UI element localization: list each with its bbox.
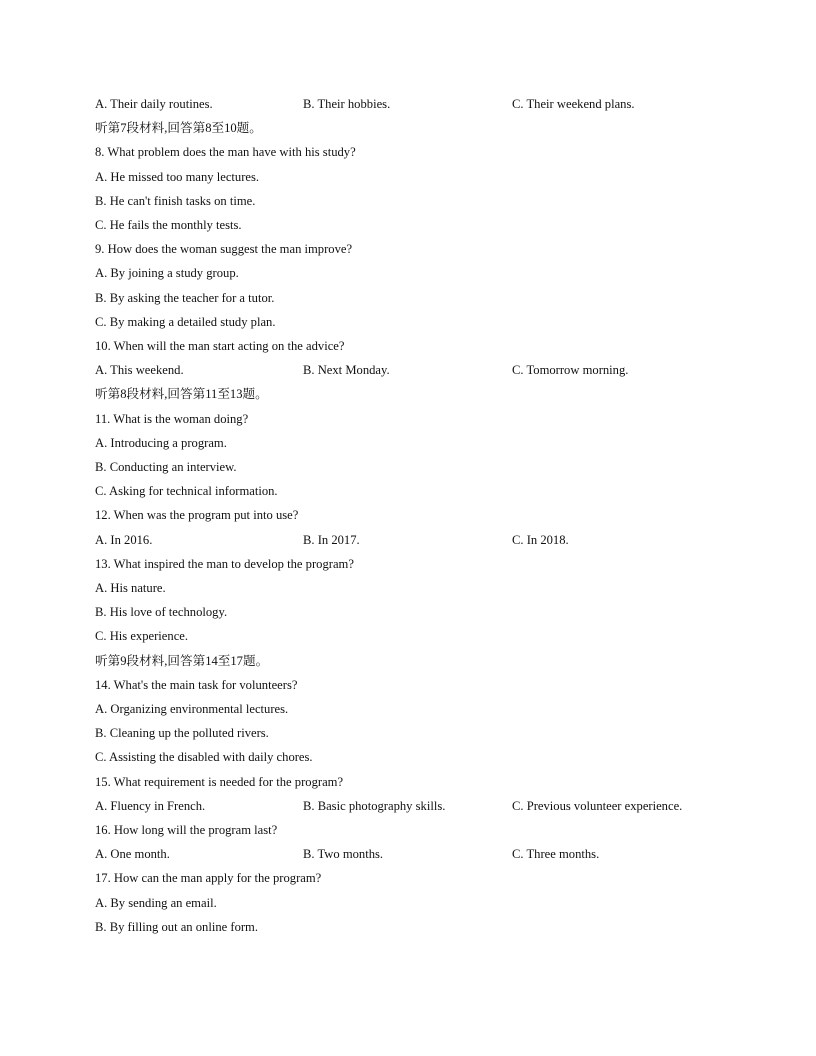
option-a: A. Their daily routines. — [95, 97, 213, 111]
option-c: C. In 2018. — [512, 532, 569, 547]
option-b: B. In 2017. — [303, 532, 360, 547]
option-text: B. He can't finish tasks on time. — [95, 193, 256, 208]
option-text: C. He fails the monthly tests. — [95, 218, 242, 232]
option-a: A. This weekend. — [95, 363, 184, 378]
option-c: C. Their weekend plans. — [512, 97, 635, 111]
question-text: 12. When was the program put into use? — [95, 508, 299, 523]
option-c: C. Previous volunteer experience. — [512, 798, 683, 813]
option-text: A. He missed too many lectures. — [95, 169, 260, 184]
question-text: 13. What inspired the man to develop the program? — [95, 556, 354, 571]
question-text: 10. When will the man start acting on the advice? — [95, 339, 345, 353]
question-text: 14. What's the main task for volunteers? — [95, 677, 298, 692]
option-text: B. Conducting an interview. — [95, 460, 237, 474]
option-text: C. Asking for technical information. — [95, 484, 278, 499]
option-text: C. Assisting the disabled with daily chores. — [95, 750, 313, 765]
option-a: A. One month. — [95, 847, 170, 862]
question-text: 16. How long will the program last? — [95, 823, 278, 837]
question-text: 15. What requirement is needed for the program? — [95, 774, 344, 789]
section-heading: 听第8段材料,回答第11至13题。 — [95, 387, 268, 402]
option-b: B. Their hobbies. — [303, 97, 391, 111]
option-b: B. Two months. — [303, 847, 384, 862]
option-text: B. By filling out an online form. — [95, 919, 259, 934]
option-a: A. In 2016. — [95, 532, 153, 547]
option-b: B. Basic photography skills. — [303, 798, 446, 813]
option-text: A. Organizing environmental lectures. — [95, 702, 289, 716]
question-text: 8. What problem does the man have with his study? — [95, 145, 356, 160]
option-text: C. His experience. — [95, 629, 189, 644]
option-text: B. His love of technology. — [95, 605, 228, 620]
option-text: B. Cleaning up the polluted rivers. — [95, 726, 269, 741]
question-text: 17. How can the man apply for the program? — [95, 871, 322, 886]
option-c: C. Three months. — [512, 847, 600, 862]
option-text: A. His nature. — [95, 581, 166, 595]
option-text: A. By sending an email. — [95, 895, 217, 910]
question-text: 9. How does the woman suggest the man improve? — [95, 242, 353, 257]
section-heading: 听第9段材料,回答第14至17题。 — [95, 653, 269, 668]
option-c: C. Tomorrow morning. — [512, 363, 629, 378]
option-text: C. By making a detailed study plan. — [95, 314, 276, 329]
question-text: 11. What is the woman doing? — [95, 411, 249, 426]
section-heading: 听第7段材料,回答第8至10题。 — [95, 121, 262, 136]
option-a: A. Fluency in French. — [95, 798, 206, 813]
option-text: A. Introducing a program. — [95, 435, 227, 450]
option-text: A. By joining a study group. — [95, 266, 239, 281]
option-b: B. Next Monday. — [303, 363, 390, 378]
option-text: B. By asking the teacher for a tutor. — [95, 290, 275, 305]
